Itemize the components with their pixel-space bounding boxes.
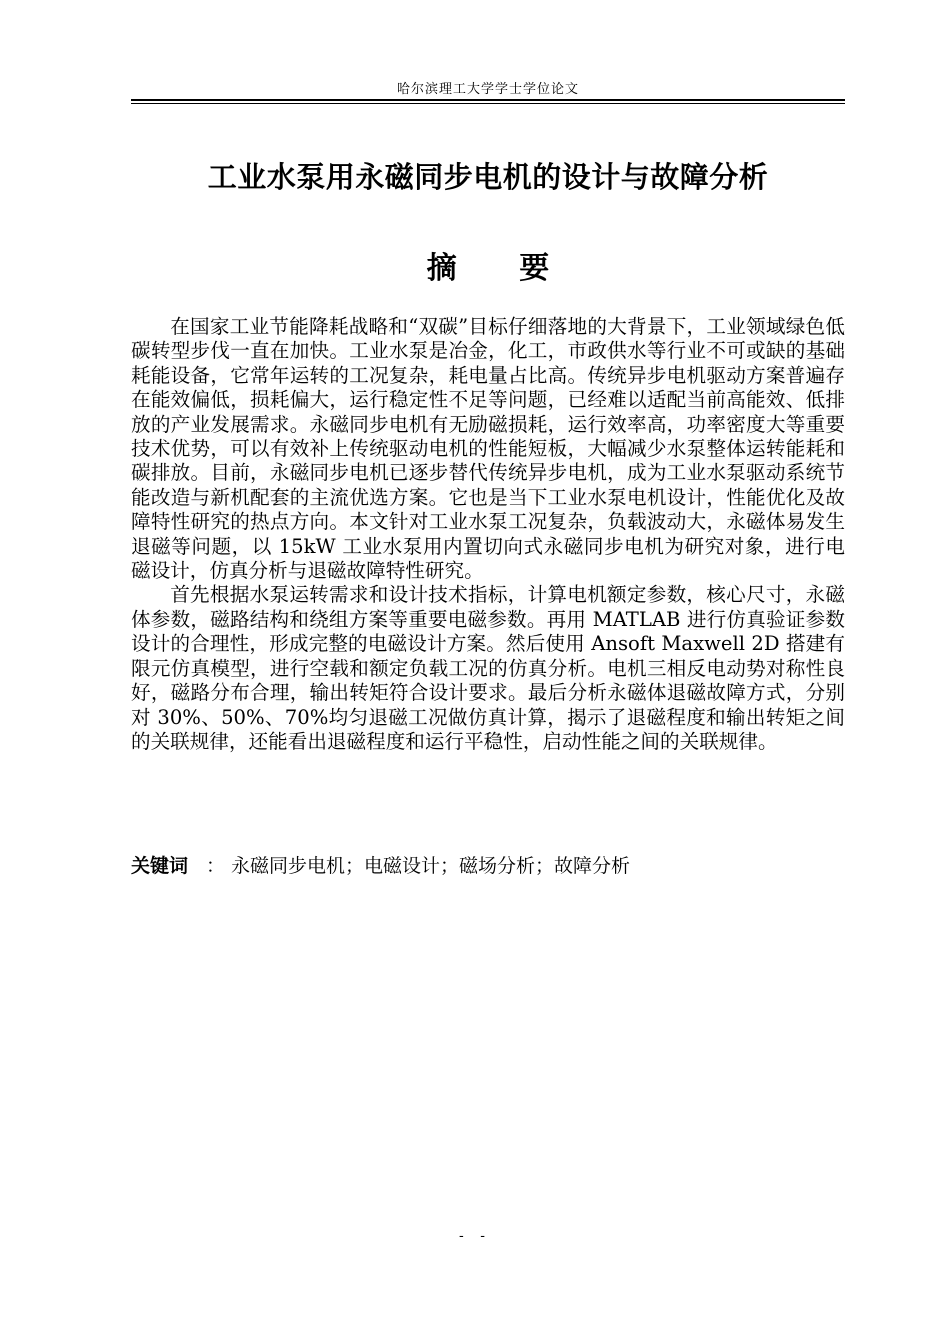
running-header: 哈尔滨理工大学学士学位论文	[396, 82, 579, 97]
header-rule-thin	[131, 103, 845, 104]
thesis-title: 工业水泵用永磁同步电机的设计与故障分析	[207, 160, 769, 194]
page-number: - -	[459, 1228, 491, 1244]
keywords-label: 关键词	[131, 855, 189, 877]
abstract-paragraph-2: 首先根据水泵运转需求和设计技术指标，计算电机额定参数，核心尺寸，永磁体参数，磁路结构和绕组方案等重要电磁参数。再用 MATLAB 进行仿真验证参数设计的合理性，形成完整的电磁设计方案。然后使用 Ansoft Maxwell 2D 搭建有限元仿真模型，进行空载和额定负载工况的仿真分析。电机三相反电动势对称性良好，磁路分布合理，输出转矩符合设计要求。最后分析永磁体退磁故障方式，分别对 30%、50%、70%均匀退磁工况做仿真计算，揭示了退磁程度和输出转矩之间的关联规律，还能看出退磁程度和运行平稳性，启动性能之间的关联规律。	[131, 583, 845, 753]
keywords-text: 永磁同步电机；电磁设计；磁场分析；故障分析	[231, 855, 631, 877]
abstract-body	[131, 315, 845, 754]
header-rule-thick	[131, 99, 845, 101]
keywords-line	[131, 853, 845, 879]
abstract-heading: 摘 要	[426, 251, 576, 286]
keywords-separator: ：	[206, 855, 226, 877]
abstract-paragraph-1: 在国家工业节能降耗战略和“双碳”目标仔细落地的大背景下，工业领域绿色低碳转型步伐一直在加快。工业水泵是冶金，化工，市政供水等行业不可或缺的基础耗能设备，它常年运转的工况复杂，耗电量占比高。传统异步电机驱动方案普遍存在能效偏低，损耗偏大，运行稳定性不足等问题，已经难以适配当前高能效、低排放的产业发展需求。永磁同步电机有无励磁损耗，运行效率高，功率密度大等重要技术优势，可以有效补上传统驱动电机的性能短板，大幅减少水泵整体运转能耗和碳排放。目前，永磁同步电机已逐步替代传统异步电机，成为工业水泵驱动系统节能改造与新机配套的主流优选方案。它也是当下工业水泵电机设计，性能优化及故障特性研究的热点方向。本文针对工业水泵工况复杂，负载波动大，永磁体易发生退磁等问题，以 15kW 工业水泵用内置切向式永磁同步电机为研究对象，进行电磁设计，仿真分析与退磁故障特性研究。	[131, 315, 845, 583]
